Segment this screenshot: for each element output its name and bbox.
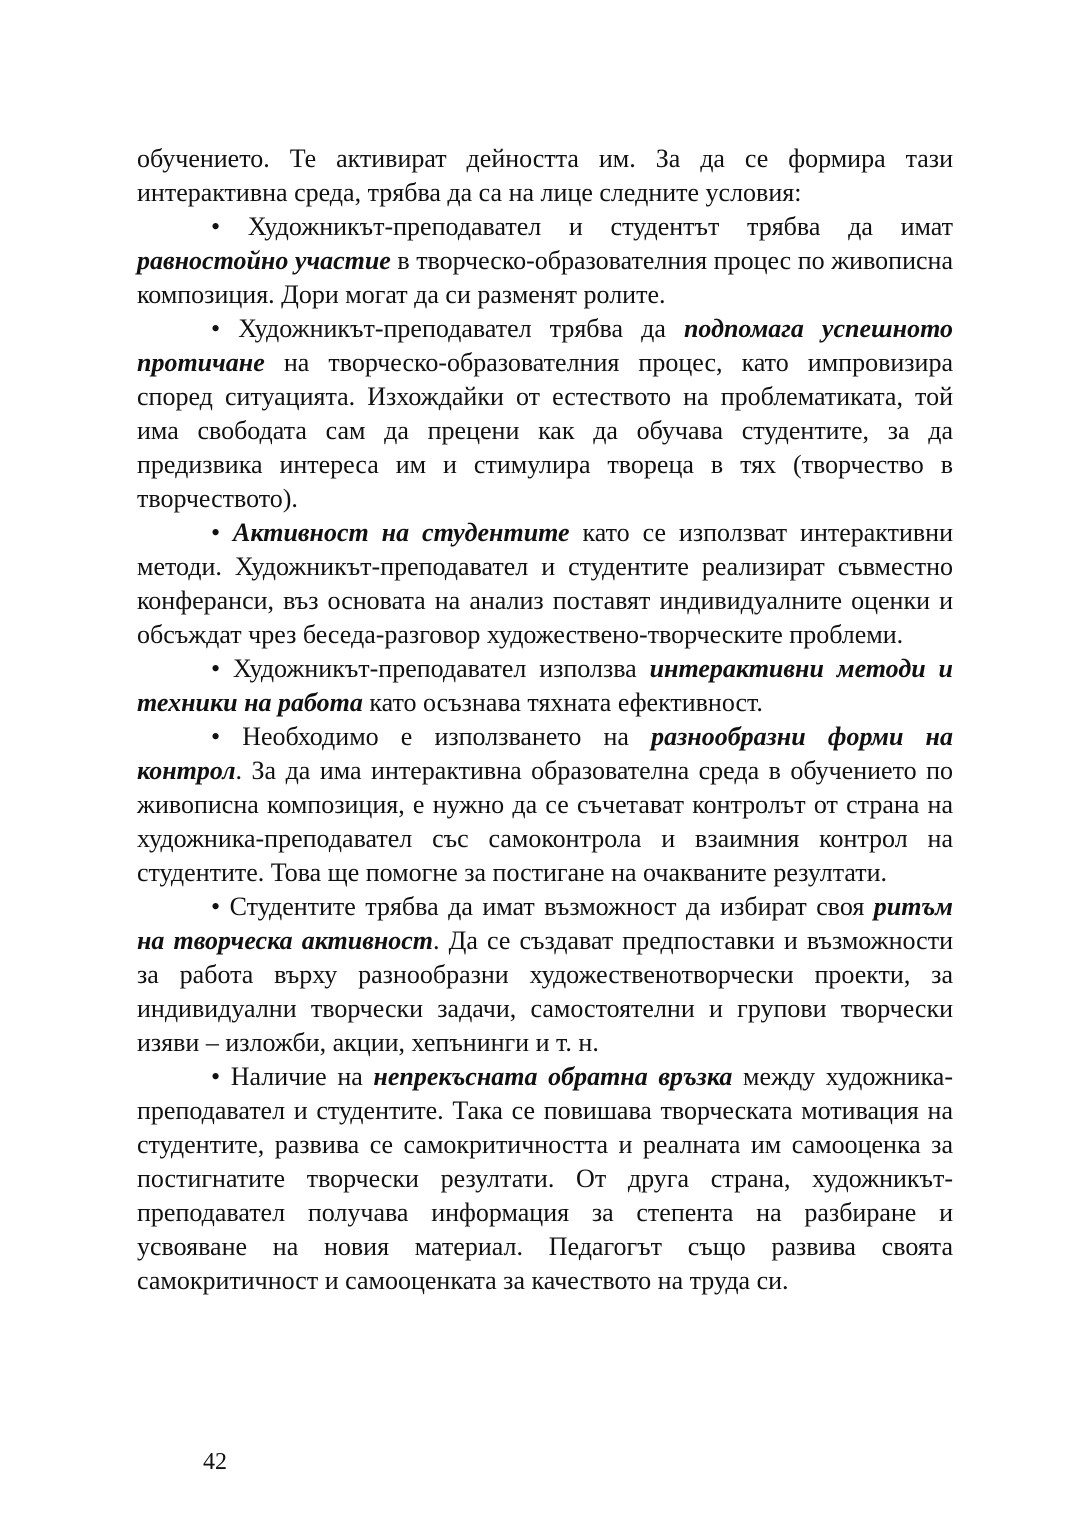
bullet-paragraph <box>137 516 953 652</box>
emphasized-term: интерактивни методи и техники на работа <box>137 654 953 717</box>
bullet-paragraph <box>137 652 953 720</box>
paragraph-text: • Художникът-преподавател използва <box>211 654 650 683</box>
body-text <box>137 142 953 1298</box>
emphasized-term: ритъм на творческа активност <box>137 892 953 955</box>
page-number: 42 <box>203 1449 227 1475</box>
paragraph-text: . Да се създават предпоставки и възможности за работа върху разнообразни художественотворчески проекти, за индивидуални творчески задачи, самостоятелни и групови творчески изяви – изложби, акции, хепънинги и т. н. <box>137 926 953 1057</box>
paragraph-text: • Художникът-преподавател трябва да <box>211 314 684 343</box>
paragraph-text: в творческо-образователния процес по живописна композиция. Дори могат да си разменят ролите. <box>137 246 953 309</box>
paragraph-text: обучението. Те активират дейността им. За да се формира тази интерактивна среда, трябва да са на лице следните условия: <box>137 144 953 207</box>
emphasized-term: Активност на студентите <box>233 518 570 547</box>
bullet-paragraph <box>137 1060 953 1298</box>
emphasized-term: равностойно участие <box>137 246 391 275</box>
paragraph-text: като осъзнава тяхната ефективност. <box>362 688 763 717</box>
paragraph-text: • Студентите трябва да имат възможност да избират своя <box>211 892 874 921</box>
paragraph-continued <box>137 142 953 210</box>
paragraph-text: • Художникът-преподавател и студентът трябва да имат <box>211 212 953 241</box>
paragraph-text: • Необходимо е използването на <box>211 722 652 751</box>
emphasized-term: подпомага успешното протичане <box>137 314 953 377</box>
paragraph-text: между художника-преподавател и студентите. Така се повишава творческата мотивация на студентите, развива се самокритичността и реалната им самооценка за постигнатите творчески резултати. От друга страна, художникът-преподавател получава информация за степента на разбиране и усвояване на новия материал. Педагогът също развива своята самокритичност и самооценката за качеството на труда си. <box>137 1062 953 1295</box>
emphasized-term: разнообразни форми на контрол <box>137 722 953 785</box>
emphasized-term: непрекъсната обратна връзка <box>373 1062 733 1091</box>
paragraph-text: . За да има интерактивна образователна среда в обучението по живописна композиция, е нужно да се съчетават контролът от страна на художника-преподавател със самоконтрола и взаимния контрол на студентите. Това ще помогне за постигане на очакваните резултати. <box>137 756 953 887</box>
paragraph-text: • Наличие на <box>211 1062 374 1091</box>
bullet-paragraph <box>137 720 953 890</box>
bullet-paragraph <box>137 210 953 312</box>
paragraph-text: • <box>211 518 234 547</box>
bullet-paragraph <box>137 312 953 516</box>
paragraph-text: на творческо-образователния процес, като импровизира според ситуацията. Изхождайки от естеството на проблематиката, той има свободата сам да прецени как да обучава студентите, за да предизвика интереса им и стимулира твореца в тях (творчество в творчеството). <box>137 348 953 513</box>
bullet-paragraph <box>137 890 953 1060</box>
paragraph-text: като се използват интерактивни методи. Художникът-преподавател и студентите реализират съвместно конферанси, въз основата на анализ поставят индивидуалните оценки и обсъждат чрез беседа-разговор художествено-творческите проблеми. <box>137 518 953 649</box>
